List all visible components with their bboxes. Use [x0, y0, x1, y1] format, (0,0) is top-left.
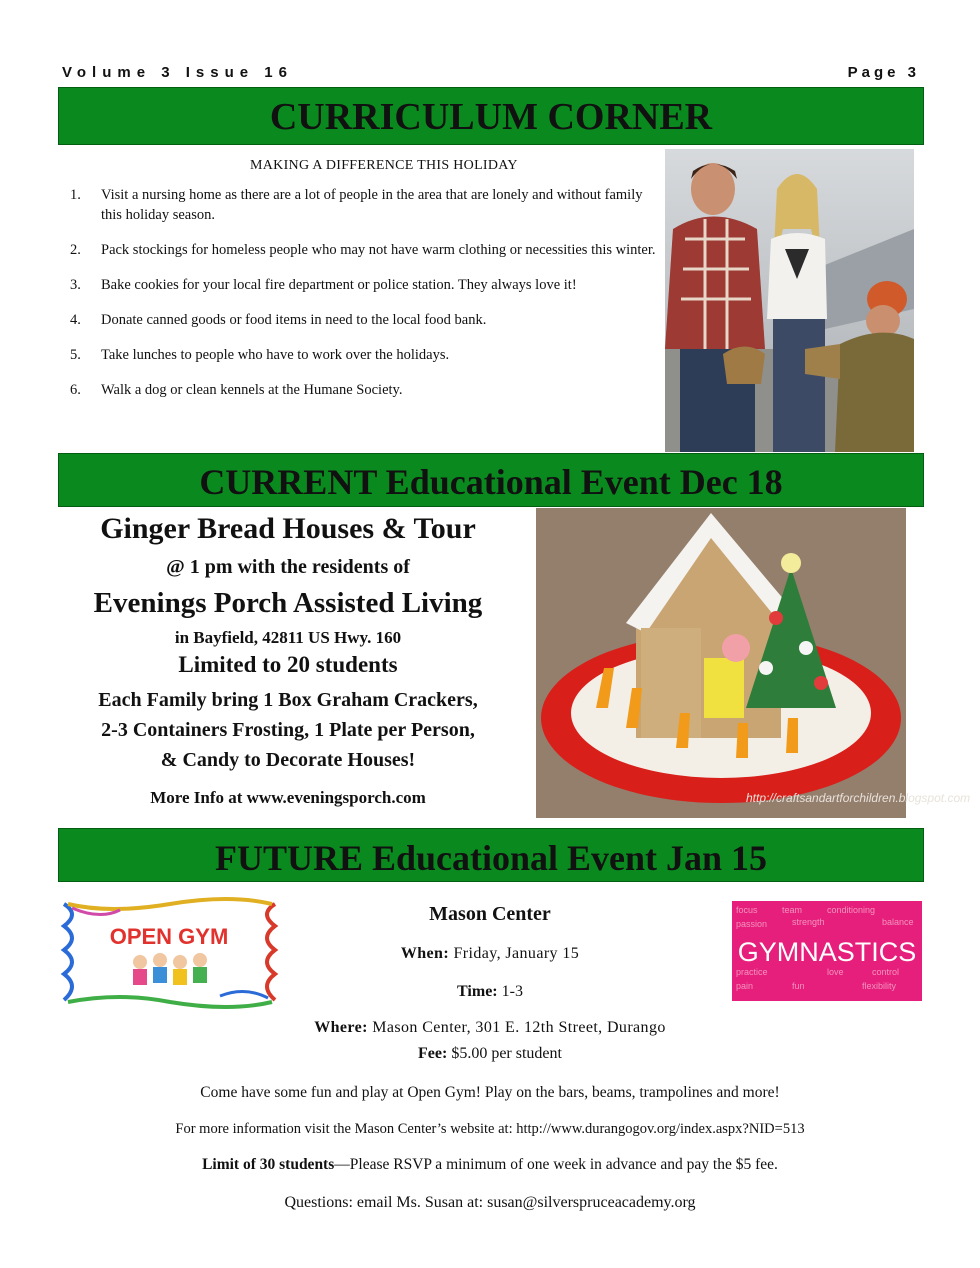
list-number: 1.: [70, 187, 81, 203]
curriculum-subhead: MAKING A DIFFERENCE THIS HOLIDAY: [250, 158, 518, 173]
svg-text:fun: fun: [792, 981, 805, 991]
fee-label: Fee:: [418, 1045, 448, 1062]
limit-label: Limit of 30 students: [202, 1156, 335, 1173]
limit-rest: —Please RSVP a minimum of one week in advance and pay the $5 fee.: [334, 1156, 778, 1173]
current-event-more-info: More Info at www.eveningsporch.com: [150, 788, 426, 807]
bring-line: 2-3 Containers Frosting, 1 Plate per Person,: [101, 719, 475, 741]
volunteers-photo: [665, 149, 914, 452]
list-number: 6.: [70, 382, 81, 398]
list-number: 5.: [70, 347, 81, 363]
when-label: When:: [400, 945, 450, 962]
list-number: 4.: [70, 312, 81, 328]
svg-text:pain: pain: [736, 981, 754, 991]
venue-name: Mason Center: [429, 903, 551, 925]
event-fee: [140, 1045, 840, 1063]
gingerbread-house-photo: [536, 508, 971, 818]
list-item: [70, 310, 662, 330]
event-description: Come have some fun and play at Open Gym! Play on the bars, beams, trampolines and more!: [200, 1084, 780, 1101]
open-gym-text: OPEN GYM: [109, 924, 229, 949]
current-event-bring: [58, 685, 518, 775]
gymnastics-text: GYMNASTICS: [737, 937, 917, 967]
svg-text:focus: focus: [736, 905, 758, 915]
list-text: Pack stockings for homeless people who may not have warm clothing or necessities this winter.: [101, 242, 656, 258]
curriculum-list: [70, 185, 662, 415]
svg-text:balance: balance: [882, 917, 914, 927]
future-event-banner: FUTURE Educational Event Jan 15: [58, 828, 924, 882]
event-time: [290, 983, 690, 1001]
event-questions: Questions: email Ms. Susan at: susan@silverspruceacademy.org: [284, 1194, 696, 1211]
current-event-title: Ginger Bread Houses & Tour: [100, 512, 476, 545]
time-value: 1-3: [497, 983, 523, 1000]
current-event-limit: Limited to 20 students: [178, 652, 398, 677]
page-number: Page 3: [847, 64, 920, 81]
bring-line: & Candy to Decorate Houses!: [160, 749, 416, 771]
current-event-address: in Bayfield, 42811 US Hwy. 160: [174, 628, 402, 647]
list-item: [70, 240, 662, 260]
svg-text:passion: passion: [736, 919, 768, 929]
list-item: [70, 275, 662, 295]
event-more-info: For more information visit the Mason Center’s website at: http://www.durangogov.org/index.aspx?NID=513: [175, 1121, 805, 1137]
current-event-time: @ 1 pm with the residents of: [166, 556, 410, 578]
list-text: Bake cookies for your local fire department or police station. They always love it!: [101, 277, 577, 293]
svg-text:strength: strength: [792, 917, 825, 927]
gymnastics-wordcloud: [732, 901, 922, 1001]
curriculum-banner: CURRICULUM CORNER: [58, 87, 924, 145]
list-item: [70, 345, 662, 365]
list-item: [70, 185, 662, 225]
event-when: [290, 945, 690, 963]
svg-text:conditioning: conditioning: [827, 905, 876, 915]
current-event-banner: CURRENT Educational Event Dec 18: [58, 453, 924, 507]
list-text: Take lunches to people who have to work over the holidays.: [101, 347, 450, 363]
list-number: 3.: [70, 277, 81, 293]
bring-line: Each Family bring 1 Box Graham Crackers,: [98, 689, 478, 711]
photo-watermark: http://craftsandartforchildren.blogspot.com: [746, 791, 971, 805]
svg-text:team: team: [782, 905, 803, 915]
svg-text:control: control: [872, 967, 900, 977]
current-event-place: Evenings Porch Assisted Living: [93, 587, 483, 619]
event-limit: [58, 1156, 922, 1174]
time-label: Time:: [457, 983, 498, 1000]
event-where: [140, 1019, 840, 1037]
when-value: Friday, January 15: [449, 945, 580, 962]
list-number: 2.: [70, 242, 81, 258]
svg-text:love: love: [827, 967, 844, 977]
list-text: Walk a dog or clean kennels at the Humane Society.: [101, 382, 403, 398]
svg-text:flexibility: flexibility: [862, 981, 897, 991]
list-text: Visit a nursing home as there are a lot of people in the area that are lonely and without family this holiday season.: [101, 187, 643, 223]
list-item: [70, 380, 662, 400]
list-text: Donate canned goods or food items in need to the local food bank.: [101, 312, 487, 328]
open-gym-logo: [60, 900, 279, 1006]
fee-value: $5.00 per student: [447, 1045, 562, 1062]
where-value: Mason Center, 301 E. 12th Street, Durango: [367, 1019, 666, 1036]
where-label: Where:: [314, 1019, 368, 1036]
svg-text:practice: practice: [736, 967, 768, 977]
volume-issue: Volume 3 Issue 16: [62, 64, 293, 81]
